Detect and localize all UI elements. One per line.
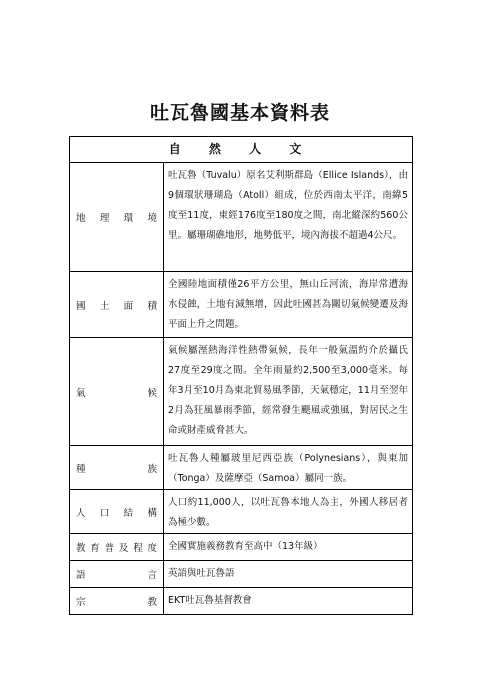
table-row <box>70 163 412 272</box>
row-label: 地理環境 <box>70 163 164 271</box>
table-row <box>70 272 412 338</box>
table-row <box>70 588 412 614</box>
table-row <box>70 338 412 446</box>
row-content: EKT吐瓦魯基督教會 <box>168 595 252 606</box>
row-content: 人口約11,000人，以吐瓦魯本地人為主，外國人移居者為極少數。 <box>168 497 408 528</box>
row-label: 教育普及程度 <box>70 534 164 560</box>
row-content: 全國實施義務教育至高中（13年級） <box>168 541 323 552</box>
row-content: 英語與吐瓦魯語 <box>168 568 235 579</box>
table-row <box>70 534 412 561</box>
table-row <box>70 446 412 490</box>
table-row <box>70 561 412 588</box>
section-heading: 自 然 人 文 <box>70 137 412 163</box>
row-label: 種族 <box>70 446 164 489</box>
row-content: 全國陸地面積僅26平方公里，無山丘河流，海岸常遭海水侵蝕，土地有減無增，因此吐國甚為關切氣候變遷及海平面上升之問題。 <box>168 279 408 330</box>
country-profile-table <box>69 136 413 615</box>
row-content: 氣候屬溼熱海洋性熱帶氣候，長年一般氣溫約介於攝氏27度至29度之間。全年雨量約2,500至3,000毫米。每年3月至10月為東北貿易風季節，天氣穩定，11月至翌年2月為狂風暴雨季節，經常發生颶風或強風，對居民之生命或財產威脅甚大。 <box>168 345 408 436</box>
row-label: 氣候 <box>70 338 164 445</box>
row-label: 國土面積 <box>70 272 164 337</box>
row-content: 吐瓦魯（Tuvalu）原名艾利斯群島（Ellice Islands），由9個環狀珊瑚島（Atoll）組成，位於西南太平洋，南緯5度至11度，東經176度至180度之間，南北縱深約560公里。屬珊瑚礁地形，地勢低平，境內海拔不超過4公尺。 <box>168 170 408 241</box>
page-title: 吐瓦魯國基本資料表 <box>149 102 330 124</box>
row-label: 宗教 <box>70 588 164 614</box>
row-label: 人口結構 <box>70 490 164 533</box>
row-content: 吐瓦魯人種屬玻里尼西亞族（Polynesians），與東加（Tonga）及薩摩亞（Samoa）屬同一族。 <box>168 453 408 484</box>
table-row <box>70 490 412 534</box>
row-label: 語言 <box>70 561 164 587</box>
